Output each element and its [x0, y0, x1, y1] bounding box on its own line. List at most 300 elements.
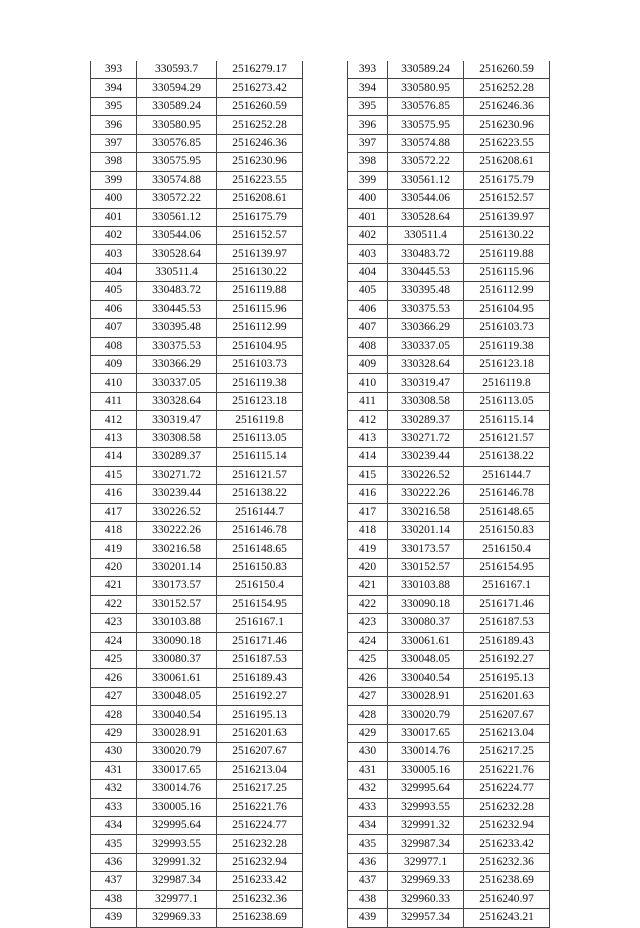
- coordinate-table-right: [347, 61, 550, 928]
- table-row: [348, 761, 550, 779]
- table-row: [348, 337, 550, 355]
- point-id-cell: 430: [348, 743, 388, 761]
- point-id-cell: 400: [348, 190, 388, 208]
- point-id-cell: 399: [348, 171, 388, 189]
- x-coordinate-cell: 330028.91: [388, 687, 464, 705]
- x-coordinate-cell: 330017.65: [137, 761, 217, 779]
- y-coordinate-cell: 2516154.95: [217, 595, 303, 613]
- table-row: [91, 835, 303, 853]
- point-id-cell: 437: [348, 872, 388, 890]
- table-row: [348, 61, 550, 79]
- x-coordinate-cell: 330572.22: [388, 153, 464, 171]
- x-coordinate-cell: 330580.95: [388, 79, 464, 97]
- x-coordinate-cell: 330544.06: [388, 190, 464, 208]
- point-id-cell: 403: [348, 245, 388, 263]
- point-id-cell: 404: [91, 263, 137, 281]
- x-coordinate-cell: 330366.29: [137, 356, 217, 374]
- x-coordinate-cell: 330589.24: [137, 97, 217, 115]
- table-row: [348, 134, 550, 152]
- y-coordinate-cell: 2516224.77: [464, 780, 550, 798]
- x-coordinate-cell: 330289.37: [388, 411, 464, 429]
- y-coordinate-cell: 2516148.65: [217, 540, 303, 558]
- y-coordinate-cell: 2516213.04: [464, 724, 550, 742]
- point-id-cell: 433: [91, 798, 137, 816]
- x-coordinate-cell: 330103.88: [388, 577, 464, 595]
- y-coordinate-cell: 2516150.83: [464, 521, 550, 539]
- table-row: [91, 263, 303, 281]
- y-coordinate-cell: 2516238.69: [464, 872, 550, 890]
- point-id-cell: 419: [91, 540, 137, 558]
- point-id-cell: 394: [91, 79, 137, 97]
- table-row: [348, 374, 550, 392]
- table-row: [91, 521, 303, 539]
- point-id-cell: 408: [91, 337, 137, 355]
- y-coordinate-cell: 2516104.95: [217, 337, 303, 355]
- table-row: [348, 743, 550, 761]
- table-row: [91, 761, 303, 779]
- x-coordinate-cell: 330308.58: [137, 429, 217, 447]
- point-id-cell: 412: [91, 411, 137, 429]
- point-id-cell: 439: [91, 909, 137, 927]
- point-id-cell: 438: [91, 890, 137, 908]
- point-id-cell: 418: [348, 521, 388, 539]
- point-id-cell: 439: [348, 909, 388, 927]
- y-coordinate-cell: 2516279.17: [217, 61, 303, 79]
- table-row: [91, 411, 303, 429]
- point-id-cell: 415: [348, 466, 388, 484]
- point-id-cell: 411: [91, 392, 137, 410]
- table-row: [348, 392, 550, 410]
- y-coordinate-cell: 2516139.97: [464, 208, 550, 226]
- point-id-cell: 393: [348, 61, 388, 79]
- table-row: [348, 429, 550, 447]
- y-coordinate-cell: 2516246.36: [464, 97, 550, 115]
- point-id-cell: 431: [91, 761, 137, 779]
- point-id-cell: 397: [348, 134, 388, 152]
- point-id-cell: 413: [348, 429, 388, 447]
- table-row: [91, 374, 303, 392]
- y-coordinate-cell: 2516232.28: [464, 798, 550, 816]
- x-coordinate-cell: 330561.12: [137, 208, 217, 226]
- y-coordinate-cell: 2516112.99: [464, 282, 550, 300]
- x-coordinate-cell: 330375.53: [137, 337, 217, 355]
- y-coordinate-cell: 2516119.38: [464, 337, 550, 355]
- point-id-cell: 421: [348, 577, 388, 595]
- point-id-cell: 436: [348, 853, 388, 871]
- y-coordinate-cell: 2516150.4: [464, 540, 550, 558]
- y-coordinate-cell: 2516233.42: [217, 872, 303, 890]
- x-coordinate-cell: 330574.88: [388, 134, 464, 152]
- y-coordinate-cell: 2516240.97: [464, 890, 550, 908]
- table-row: [91, 632, 303, 650]
- table-row: [91, 780, 303, 798]
- point-id-cell: 411: [348, 392, 388, 410]
- table-row: [348, 485, 550, 503]
- table-row: [348, 79, 550, 97]
- x-coordinate-cell: 329977.1: [388, 853, 464, 871]
- table-row: [348, 890, 550, 908]
- point-id-cell: 417: [348, 503, 388, 521]
- x-coordinate-cell: 330593.7: [137, 61, 217, 79]
- point-id-cell: 427: [91, 687, 137, 705]
- x-coordinate-cell: 329957.34: [388, 909, 464, 927]
- x-coordinate-cell: 330544.06: [137, 226, 217, 244]
- y-coordinate-cell: 2516144.7: [217, 503, 303, 521]
- table-row: [348, 909, 550, 927]
- point-id-cell: 424: [348, 632, 388, 650]
- x-coordinate-cell: 330005.16: [137, 798, 217, 816]
- x-coordinate-cell: 329991.32: [388, 816, 464, 834]
- y-coordinate-cell: 2516201.63: [464, 687, 550, 705]
- x-coordinate-cell: 330216.58: [137, 540, 217, 558]
- x-coordinate-cell: 330576.85: [388, 97, 464, 115]
- y-coordinate-cell: 2516115.96: [217, 300, 303, 318]
- point-id-cell: 435: [91, 835, 137, 853]
- table-row: [348, 798, 550, 816]
- y-coordinate-cell: 2516201.63: [217, 724, 303, 742]
- point-id-cell: 401: [91, 208, 137, 226]
- table-row: [348, 116, 550, 134]
- y-coordinate-cell: 2516150.83: [217, 558, 303, 576]
- y-coordinate-cell: 2516192.27: [217, 687, 303, 705]
- point-id-cell: 429: [91, 724, 137, 742]
- table-row: [348, 780, 550, 798]
- point-id-cell: 394: [348, 79, 388, 97]
- point-id-cell: 403: [91, 245, 137, 263]
- table-row: [91, 687, 303, 705]
- x-coordinate-cell: 330201.14: [137, 558, 217, 576]
- y-coordinate-cell: 2516144.7: [464, 466, 550, 484]
- y-coordinate-cell: 2516252.28: [217, 116, 303, 134]
- y-coordinate-cell: 2516115.96: [464, 263, 550, 281]
- x-coordinate-cell: 330574.88: [137, 171, 217, 189]
- point-id-cell: 422: [348, 595, 388, 613]
- x-coordinate-cell: 330483.72: [137, 282, 217, 300]
- point-id-cell: 435: [348, 835, 388, 853]
- point-id-cell: 432: [348, 780, 388, 798]
- point-id-cell: 405: [348, 282, 388, 300]
- table-row: [91, 614, 303, 632]
- point-id-cell: 434: [91, 816, 137, 834]
- x-coordinate-cell: 330308.58: [388, 392, 464, 410]
- x-coordinate-cell: 330319.47: [137, 411, 217, 429]
- table-row: [91, 171, 303, 189]
- x-coordinate-cell: 330152.57: [137, 595, 217, 613]
- table-row: [348, 411, 550, 429]
- table-row: [348, 853, 550, 871]
- x-coordinate-cell: 330080.37: [137, 651, 217, 669]
- table-row: [348, 466, 550, 484]
- y-coordinate-cell: 2516121.57: [217, 466, 303, 484]
- x-coordinate-cell: 330061.61: [137, 669, 217, 687]
- x-coordinate-cell: 330589.24: [388, 61, 464, 79]
- x-coordinate-cell: 330328.64: [137, 392, 217, 410]
- table-row: [91, 743, 303, 761]
- y-coordinate-cell: 2516260.59: [217, 97, 303, 115]
- x-coordinate-cell: 330395.48: [137, 319, 217, 337]
- point-id-cell: 430: [91, 743, 137, 761]
- y-coordinate-cell: 2516119.8: [464, 374, 550, 392]
- y-coordinate-cell: 2516217.25: [217, 780, 303, 798]
- table-row: [348, 171, 550, 189]
- table-row: [348, 632, 550, 650]
- table-row: [91, 798, 303, 816]
- point-id-cell: 407: [348, 319, 388, 337]
- x-coordinate-cell: 329969.33: [137, 909, 217, 927]
- x-coordinate-cell: 330483.72: [388, 245, 464, 263]
- y-coordinate-cell: 2516103.73: [217, 356, 303, 374]
- point-id-cell: 415: [91, 466, 137, 484]
- y-coordinate-cell: 2516115.14: [217, 448, 303, 466]
- y-coordinate-cell: 2516208.61: [217, 190, 303, 208]
- table-row: [91, 300, 303, 318]
- point-id-cell: 428: [91, 706, 137, 724]
- table-row: [348, 448, 550, 466]
- table-row: [348, 245, 550, 263]
- table-row: [348, 300, 550, 318]
- table-row: [91, 208, 303, 226]
- y-coordinate-cell: 2516273.42: [217, 79, 303, 97]
- point-id-cell: 427: [348, 687, 388, 705]
- point-id-cell: 409: [348, 356, 388, 374]
- x-coordinate-cell: 330366.29: [388, 319, 464, 337]
- y-coordinate-cell: 2516112.99: [217, 319, 303, 337]
- point-id-cell: 402: [348, 226, 388, 244]
- table-row: [348, 97, 550, 115]
- y-coordinate-cell: 2516115.14: [464, 411, 550, 429]
- y-coordinate-cell: 2516123.18: [464, 356, 550, 374]
- y-coordinate-cell: 2516232.28: [217, 835, 303, 853]
- y-coordinate-cell: 2516221.76: [464, 761, 550, 779]
- y-coordinate-cell: 2516243.21: [464, 909, 550, 927]
- x-coordinate-cell: 330375.53: [388, 300, 464, 318]
- y-coordinate-cell: 2516121.57: [464, 429, 550, 447]
- point-id-cell: 428: [348, 706, 388, 724]
- table-row: [91, 909, 303, 927]
- point-id-cell: 417: [91, 503, 137, 521]
- point-id-cell: 393: [91, 61, 137, 79]
- y-coordinate-cell: 2516150.4: [217, 577, 303, 595]
- x-coordinate-cell: 330328.64: [388, 356, 464, 374]
- point-id-cell: 406: [348, 300, 388, 318]
- y-coordinate-cell: 2516175.79: [464, 171, 550, 189]
- x-coordinate-cell: 330048.05: [137, 687, 217, 705]
- x-coordinate-cell: 330005.16: [388, 761, 464, 779]
- y-coordinate-cell: 2516138.22: [464, 448, 550, 466]
- table-row: [348, 706, 550, 724]
- table-row: [348, 687, 550, 705]
- point-id-cell: 399: [91, 171, 137, 189]
- y-coordinate-cell: 2516246.36: [217, 134, 303, 152]
- y-coordinate-cell: 2516154.95: [464, 558, 550, 576]
- point-id-cell: 426: [91, 669, 137, 687]
- x-coordinate-cell: 330576.85: [137, 134, 217, 152]
- table-row: [348, 226, 550, 244]
- table-row: [91, 319, 303, 337]
- point-id-cell: 396: [91, 116, 137, 134]
- x-coordinate-cell: 329987.34: [388, 835, 464, 853]
- table-row: [91, 79, 303, 97]
- table-row: [91, 595, 303, 613]
- point-id-cell: 407: [91, 319, 137, 337]
- point-id-cell: 414: [348, 448, 388, 466]
- point-id-cell: 398: [348, 153, 388, 171]
- x-coordinate-cell: 330152.57: [388, 558, 464, 576]
- x-coordinate-cell: 330216.58: [388, 503, 464, 521]
- x-coordinate-cell: 330575.95: [388, 116, 464, 134]
- y-coordinate-cell: 2516119.88: [217, 282, 303, 300]
- coordinate-table-right-body: [348, 61, 550, 927]
- x-coordinate-cell: 330226.52: [388, 466, 464, 484]
- table-row: [91, 245, 303, 263]
- x-coordinate-cell: 330561.12: [388, 171, 464, 189]
- x-coordinate-cell: 330014.76: [137, 780, 217, 798]
- y-coordinate-cell: 2516119.8: [217, 411, 303, 429]
- table-row: [91, 61, 303, 79]
- point-id-cell: 397: [91, 134, 137, 152]
- table-row: [348, 153, 550, 171]
- table-row: [91, 816, 303, 834]
- point-id-cell: 414: [91, 448, 137, 466]
- y-coordinate-cell: 2516207.67: [217, 743, 303, 761]
- y-coordinate-cell: 2516232.94: [464, 816, 550, 834]
- x-coordinate-cell: 329960.33: [388, 890, 464, 908]
- table-row: [348, 263, 550, 281]
- table-row: [91, 190, 303, 208]
- point-id-cell: 432: [91, 780, 137, 798]
- x-coordinate-cell: 330090.18: [137, 632, 217, 650]
- point-id-cell: 422: [91, 595, 137, 613]
- point-id-cell: 401: [348, 208, 388, 226]
- table-row: [348, 595, 550, 613]
- y-coordinate-cell: 2516138.22: [217, 485, 303, 503]
- y-coordinate-cell: 2516187.53: [217, 651, 303, 669]
- x-coordinate-cell: 330020.79: [388, 706, 464, 724]
- table-row: [348, 872, 550, 890]
- x-coordinate-cell: 330572.22: [137, 190, 217, 208]
- table-row: [348, 669, 550, 687]
- x-coordinate-cell: 329995.64: [137, 816, 217, 834]
- y-coordinate-cell: 2516223.55: [217, 171, 303, 189]
- x-coordinate-cell: 330173.57: [137, 577, 217, 595]
- table-row: [348, 724, 550, 742]
- table-row: [348, 614, 550, 632]
- coordinate-table-left: [90, 61, 303, 928]
- point-id-cell: 402: [91, 226, 137, 244]
- y-coordinate-cell: 2516119.38: [217, 374, 303, 392]
- point-id-cell: 398: [91, 153, 137, 171]
- table-row: [348, 577, 550, 595]
- y-coordinate-cell: 2516148.65: [464, 503, 550, 521]
- x-coordinate-cell: 329987.34: [137, 872, 217, 890]
- table-row: [91, 540, 303, 558]
- y-coordinate-cell: 2516260.59: [464, 61, 550, 79]
- x-coordinate-cell: 330239.44: [137, 485, 217, 503]
- y-coordinate-cell: 2516195.13: [217, 706, 303, 724]
- point-id-cell: 413: [91, 429, 137, 447]
- table-row: [91, 392, 303, 410]
- x-coordinate-cell: 330594.29: [137, 79, 217, 97]
- y-coordinate-cell: 2516130.22: [464, 226, 550, 244]
- y-coordinate-cell: 2516208.61: [464, 153, 550, 171]
- y-coordinate-cell: 2516139.97: [217, 245, 303, 263]
- table-row: [91, 577, 303, 595]
- table-row: [348, 835, 550, 853]
- x-coordinate-cell: 330226.52: [137, 503, 217, 521]
- y-coordinate-cell: 2516252.28: [464, 79, 550, 97]
- x-coordinate-cell: 330337.05: [388, 337, 464, 355]
- table-row: [348, 282, 550, 300]
- x-coordinate-cell: 329991.32: [137, 853, 217, 871]
- point-id-cell: 409: [91, 356, 137, 374]
- table-row: [348, 558, 550, 576]
- table-row: [91, 448, 303, 466]
- y-coordinate-cell: 2516167.1: [464, 577, 550, 595]
- point-id-cell: 434: [348, 816, 388, 834]
- x-coordinate-cell: 330445.53: [388, 263, 464, 281]
- table-row: [91, 558, 303, 576]
- x-coordinate-cell: 330061.61: [388, 632, 464, 650]
- point-id-cell: 424: [91, 632, 137, 650]
- x-coordinate-cell: 330580.95: [137, 116, 217, 134]
- point-id-cell: 438: [348, 890, 388, 908]
- table-row: [91, 669, 303, 687]
- table-row: [348, 503, 550, 521]
- y-coordinate-cell: 2516113.05: [217, 429, 303, 447]
- x-coordinate-cell: 330289.37: [137, 448, 217, 466]
- table-row: [91, 724, 303, 742]
- x-coordinate-cell: 330575.95: [137, 153, 217, 171]
- point-id-cell: 431: [348, 761, 388, 779]
- y-coordinate-cell: 2516130.22: [217, 263, 303, 281]
- table-row: [348, 651, 550, 669]
- x-coordinate-cell: 330222.26: [137, 521, 217, 539]
- x-coordinate-cell: 330271.72: [137, 466, 217, 484]
- y-coordinate-cell: 2516233.42: [464, 835, 550, 853]
- point-id-cell: 419: [348, 540, 388, 558]
- table-row: [91, 466, 303, 484]
- x-coordinate-cell: 330528.64: [388, 208, 464, 226]
- x-coordinate-cell: 330173.57: [388, 540, 464, 558]
- x-coordinate-cell: 330445.53: [137, 300, 217, 318]
- x-coordinate-cell: 330239.44: [388, 448, 464, 466]
- table-row: [91, 503, 303, 521]
- x-coordinate-cell: 330222.26: [388, 485, 464, 503]
- table-row: [91, 485, 303, 503]
- x-coordinate-cell: 329993.55: [137, 835, 217, 853]
- table-row: [91, 226, 303, 244]
- x-coordinate-cell: 330337.05: [137, 374, 217, 392]
- x-coordinate-cell: 330040.54: [388, 669, 464, 687]
- point-id-cell: 404: [348, 263, 388, 281]
- y-coordinate-cell: 2516213.04: [217, 761, 303, 779]
- y-coordinate-cell: 2516221.76: [217, 798, 303, 816]
- table-row: [91, 890, 303, 908]
- point-id-cell: 400: [91, 190, 137, 208]
- y-coordinate-cell: 2516171.46: [464, 595, 550, 613]
- x-coordinate-cell: 329993.55: [388, 798, 464, 816]
- table-row: [348, 319, 550, 337]
- table-row: [348, 816, 550, 834]
- x-coordinate-cell: 330511.4: [137, 263, 217, 281]
- y-coordinate-cell: 2516152.57: [217, 226, 303, 244]
- x-coordinate-cell: 330080.37: [388, 614, 464, 632]
- table-row: [91, 97, 303, 115]
- y-coordinate-cell: 2516189.43: [464, 632, 550, 650]
- x-coordinate-cell: 330103.88: [137, 614, 217, 632]
- x-coordinate-cell: 330020.79: [137, 743, 217, 761]
- point-id-cell: 420: [91, 558, 137, 576]
